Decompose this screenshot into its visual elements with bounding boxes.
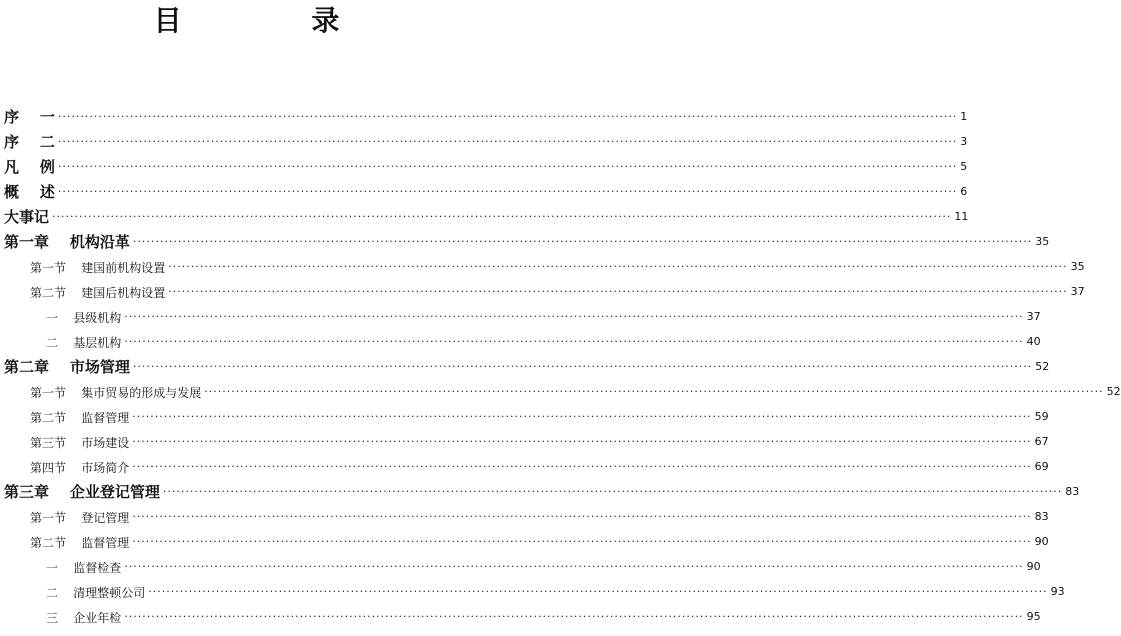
toc-entry-title: 第一节 集市贸易的形成与发展 [30, 386, 202, 400]
toc-page-number: 37 [1026, 310, 1041, 323]
toc-page-number: 1 [960, 110, 968, 123]
dot-leader: ········································································································································································································ [132, 460, 1032, 473]
toc-entry-title: 第三节 市场建设 [30, 436, 130, 450]
dot-leader: ········································································································································································································ [124, 310, 1024, 323]
dot-leader: ········································································································································································································ [132, 535, 1032, 548]
toc-entry-title: 序 一 [4, 108, 55, 126]
toc-page-number: 59 [1034, 410, 1049, 423]
toc-entry-title: 第三章 企业登记管理 [4, 483, 160, 501]
toc-entry [0, 455, 1049, 477]
toc-entry-title: 二 基层机构 [46, 336, 122, 350]
dot-leader: ········································································································································································································ [57, 110, 958, 123]
toc-entry [0, 605, 1041, 627]
dot-leader: ········································································································································································································ [148, 585, 1048, 598]
toc-entry [0, 480, 1080, 502]
dot-leader: ········································································································································································································ [57, 185, 958, 198]
dot-leader: ········································································································································································································ [124, 610, 1024, 623]
toc-page-number: 52 [1106, 385, 1121, 398]
toc-entry [0, 105, 968, 127]
toc-entry-title: 第一节 建国前机构设置 [30, 261, 166, 275]
toc-page-number: 69 [1034, 460, 1049, 473]
toc-entry-title: 一 监督检查 [46, 561, 122, 575]
toc-page-number: 90 [1026, 560, 1041, 573]
toc-entry [0, 180, 968, 202]
toc-entry [0, 405, 1049, 427]
toc-entry [0, 555, 1041, 577]
dot-leader: ········································································································································································································ [124, 335, 1024, 348]
toc-page-number: 3 [960, 135, 968, 148]
dot-leader: ········································································································································································································ [168, 285, 1068, 298]
toc-entry [0, 130, 968, 152]
toc-page-number: 95 [1026, 610, 1041, 623]
toc-page-number: 5 [960, 160, 968, 173]
toc-entry-title: 二 清理整顿公司 [46, 586, 146, 600]
toc-entry [0, 230, 1050, 252]
dot-leader: ········································································································································································································ [132, 235, 1033, 248]
dot-leader: ········································································································································································································ [124, 560, 1024, 573]
toc-entry-title: 第二节 建国后机构设置 [30, 286, 166, 300]
toc-page-number: 83 [1065, 485, 1080, 498]
toc-page-number: 11 [954, 210, 969, 223]
toc-entry-title: 第二节 监督管理 [30, 536, 130, 550]
toc-entry [0, 330, 1041, 352]
toc-entry [0, 430, 1049, 452]
dot-leader: ········································································································································································································ [204, 385, 1104, 398]
toc-entry-title: 第一节 登记管理 [30, 511, 130, 525]
toc-entry-title: 概 述 [4, 183, 55, 201]
toc-entry [0, 380, 1121, 402]
toc-entry [0, 155, 968, 177]
dot-leader: ········································································································································································································ [132, 435, 1032, 448]
toc-page-number: 52 [1035, 360, 1050, 373]
toc-page-number: 35 [1035, 235, 1050, 248]
dot-leader: ········································································································································································································ [57, 160, 958, 173]
toc-entry-title: 第一章 机构沿革 [4, 233, 130, 251]
toc-entry-title: 第四节 市场简介 [30, 461, 130, 475]
dot-leader: ········································································································································································································ [168, 260, 1068, 273]
page-title: 目 录 [153, 4, 400, 37]
toc-entry [0, 305, 1041, 327]
toc-page-number: 90 [1034, 535, 1049, 548]
toc-page-number: 93 [1050, 585, 1065, 598]
toc-entry [0, 530, 1049, 552]
toc-entry [0, 505, 1049, 527]
toc-entry [0, 355, 1050, 377]
toc-entry [0, 580, 1065, 602]
toc-page-number: 6 [960, 185, 968, 198]
toc-page-number: 67 [1034, 435, 1049, 448]
toc-entry-title: 一 县级机构 [46, 311, 122, 325]
toc-page-number: 40 [1026, 335, 1041, 348]
toc-page-number: 35 [1070, 260, 1085, 273]
dot-leader: ········································································································································································································ [132, 360, 1033, 373]
dot-leader: ········································································································································································································ [132, 510, 1032, 523]
dot-leader: ········································································································································································································ [162, 485, 1063, 498]
toc-entry-title: 三 企业年检 [46, 611, 122, 625]
toc-page-number: 83 [1034, 510, 1049, 523]
toc-entry-title: 大事记 [4, 208, 50, 226]
toc-entry-title: 序 二 [4, 133, 55, 151]
toc-entry [0, 205, 969, 227]
toc-entry-title: 凡 例 [4, 158, 55, 176]
dot-leader: ········································································································································································································ [132, 410, 1032, 423]
dot-leader: ········································································································································································································ [52, 210, 952, 223]
toc-entry [0, 280, 1085, 302]
dot-leader: ········································································································································································································ [57, 135, 958, 148]
toc-entry-title: 第二节 监督管理 [30, 411, 130, 425]
toc-entry-title: 第二章 市场管理 [4, 358, 130, 376]
toc-page-number: 37 [1070, 285, 1085, 298]
toc-entry [0, 255, 1085, 277]
